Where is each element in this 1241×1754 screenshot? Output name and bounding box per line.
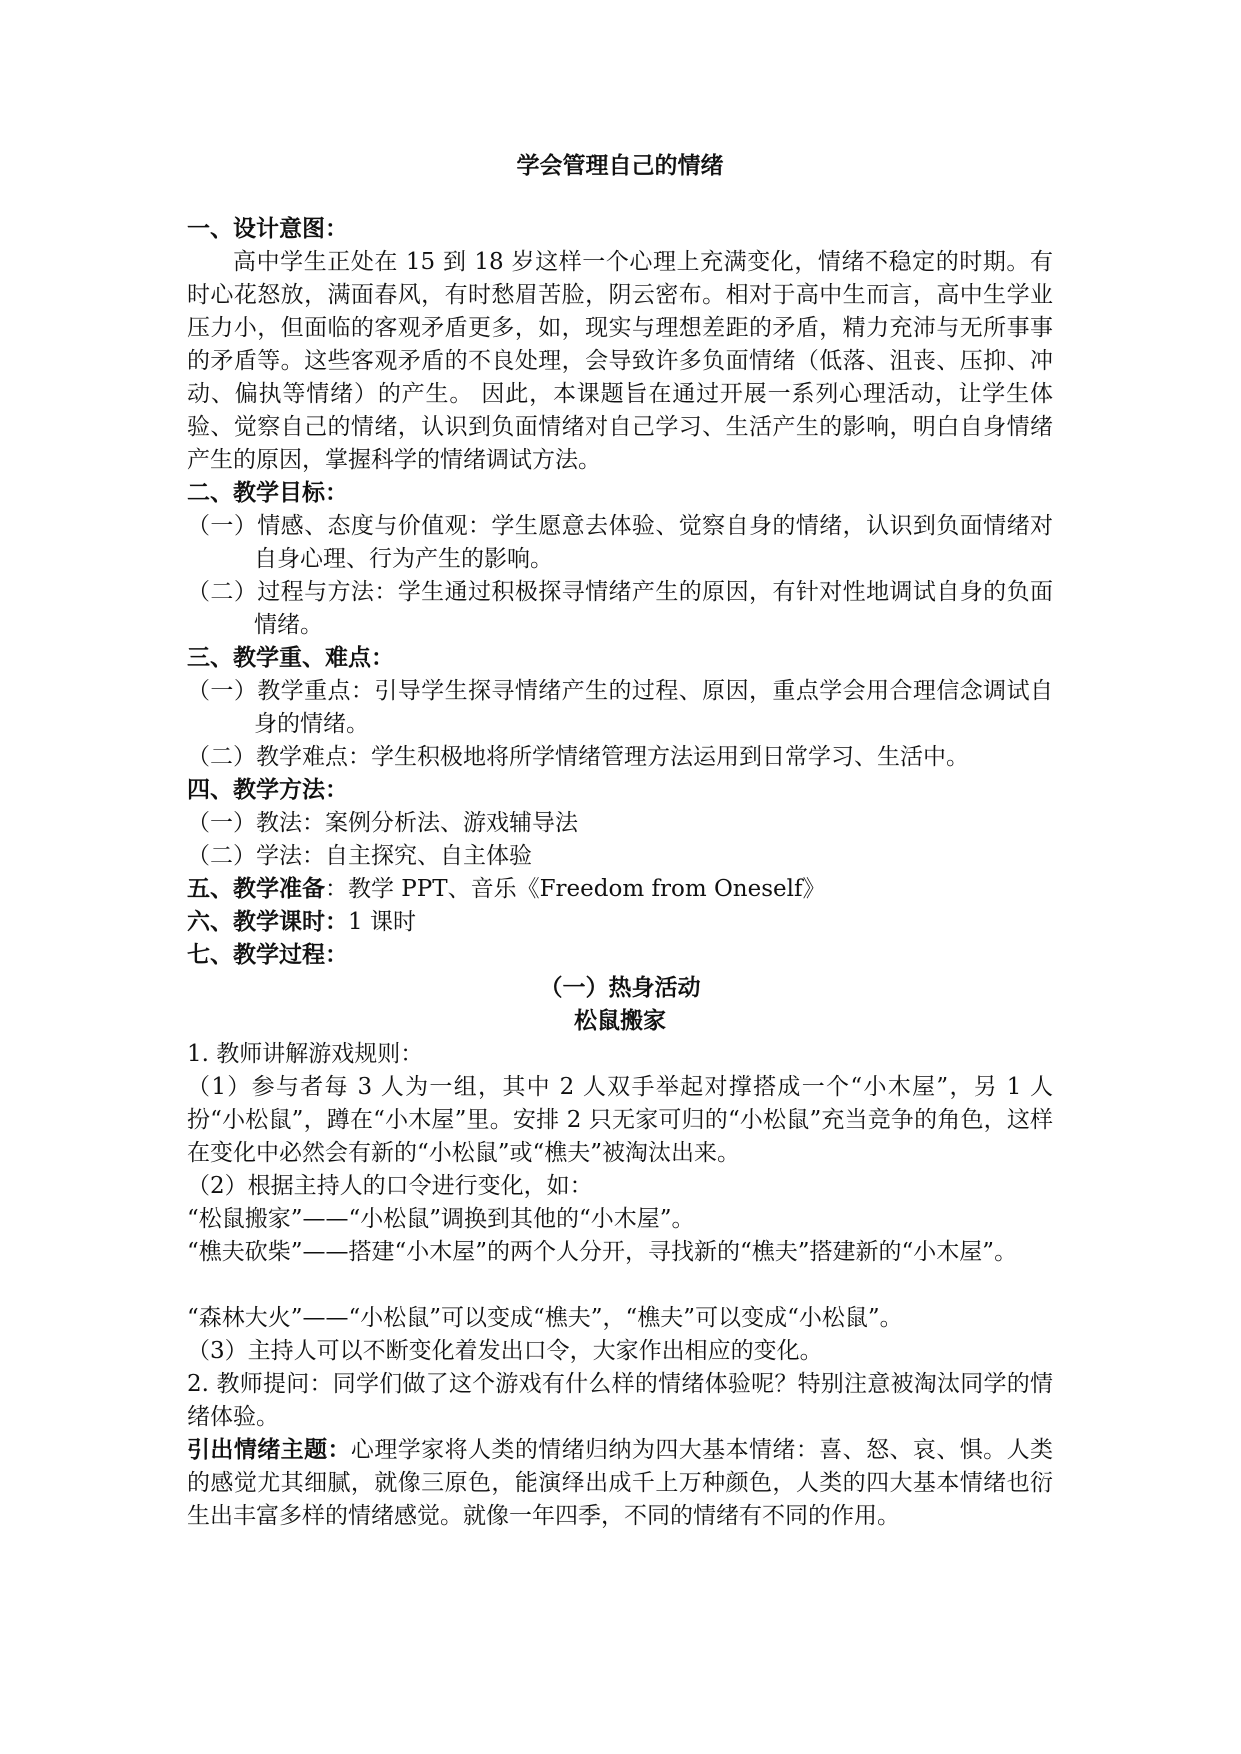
process-line: （3）主持人可以不断变化着发出口令，大家作出相应的变化。 <box>187 1338 823 1364</box>
activity-title: （一）热身活动 <box>539 975 701 1001</box>
process-line: 2. 教师提问：同学们做了这个游戏有什么样的情绪体验呢？特别注意被淘汰同学的情绪体验。 <box>187 1371 1053 1430</box>
section-class-hours <box>187 906 1053 939</box>
process-line: “松鼠搬家”——“小松鼠”调换到其他的“小木屋”。 <box>187 1206 695 1232</box>
section-design-intent-body: 高中学生正处在 15 到 18 岁这样一个心理上充满变化，情绪不稳定的时期。有时心花怒放，满面春风，有时愁眉苦脸，阴云密布。相对于高中生而言，高中生学业压力小，但面临的客观矛盾更多，如，现实与理想差距的矛盾，精力充沛与无所事事的矛盾等。这些客观矛盾的不良处理，会导致许多负面情绪（低落、沮丧、压抑、冲动、偏执等情绪）的产生。 因此，本课题旨在通过开展一系列心理活动，让学生体验、觉察自己的情绪，认识到负面情绪对自己学习、生活产生的影响，明白自身情绪产生的原因，掌握科学的情绪调试方法。 <box>187 249 1053 473</box>
blank-line <box>187 1269 1053 1302</box>
section-class-hours-heading: 六、教学课时： <box>187 909 348 935</box>
emotion-theme-label: 引出情绪主题： <box>187 1437 351 1463</box>
process-line: “森林大火”——“小松鼠”可以变成“樵夫”，“樵夫”可以变成“小松鼠”。 <box>187 1305 903 1331</box>
process-line: “樵夫砍柴”——搭建“小木屋”的两个人分开，寻找新的“樵夫”搭建新的“小木屋”。 <box>187 1239 1018 1265</box>
section-teaching-process-heading: 七、教学过程： <box>187 942 348 968</box>
key-point-item: （二）教学难点：学生积极地将所学情绪管理方法运用到日常学习、生活中。 <box>187 744 969 770</box>
section-teaching-prep <box>187 873 1053 906</box>
emotion-theme-paragraph <box>187 1434 1053 1533</box>
teaching-goal-item: （一）情感、态度与价值观：学生愿意去体验、觉察自身的情绪，认识到负面情绪对自身心理、行为产生的影响。 <box>187 513 1053 572</box>
teaching-method-item: （一）教法：案例分析法、游戏辅导法 <box>187 810 578 836</box>
process-line: （2）根据主持人的口令进行变化，如： <box>187 1173 593 1199</box>
document-title: 学会管理自己的情绪 <box>516 153 724 179</box>
section-key-points-heading: 三、教学重、难点： <box>187 645 394 671</box>
section-teaching-prep-body: ：教学 PPT、音乐《Freedom from Oneself》 <box>325 876 826 902</box>
document-page <box>187 150 1053 1533</box>
section-teaching-methods-heading: 四、教学方法： <box>187 777 348 803</box>
teaching-goal-item: （二）过程与方法：学生通过积极探寻情绪产生的原因，有针对性地调试自身的负面情绪。 <box>187 579 1053 638</box>
teaching-method-item: （二）学法：自主探究、自主体验 <box>187 843 532 869</box>
section-teaching-goals-heading: 二、教学目标： <box>187 480 348 506</box>
emotion-theme-body: 心理学家将人类的情绪归纳为四大基本情绪：喜、怒、哀、惧。人类的感觉尤其细腻，就像三原色，能演绎出成千上万种颜色，人类的四大基本情绪也衍生出丰富多样的情绪感觉。就像一年四季，不同的情绪有不同的作用。 <box>187 1437 1054 1529</box>
process-line: （1）参与者每 3 人为一组，其中 2 人双手举起对撑搭成一个“小木屋”，另 1 人扮“小松鼠”，蹲在“小木屋”里。安排 2 只无家可归的“小松鼠”充当竞争的角色，这样在变化中必然会有新的“小松鼠”或“樵夫”被淘汰出来。 <box>187 1074 1053 1166</box>
section-class-hours-body: 1 课时 <box>348 909 416 935</box>
process-line: 1. 教师讲解游戏规则： <box>187 1041 424 1067</box>
section-teaching-prep-heading: 五、教学准备 <box>187 876 325 902</box>
game-title: 松鼠搬家 <box>574 1008 666 1034</box>
section-design-intent-heading: 一、设计意图： <box>187 216 348 242</box>
key-point-item: （一）教学重点：引导学生探寻情绪产生的过程、原因，重点学会用合理信念调试自身的情绪。 <box>187 678 1053 737</box>
